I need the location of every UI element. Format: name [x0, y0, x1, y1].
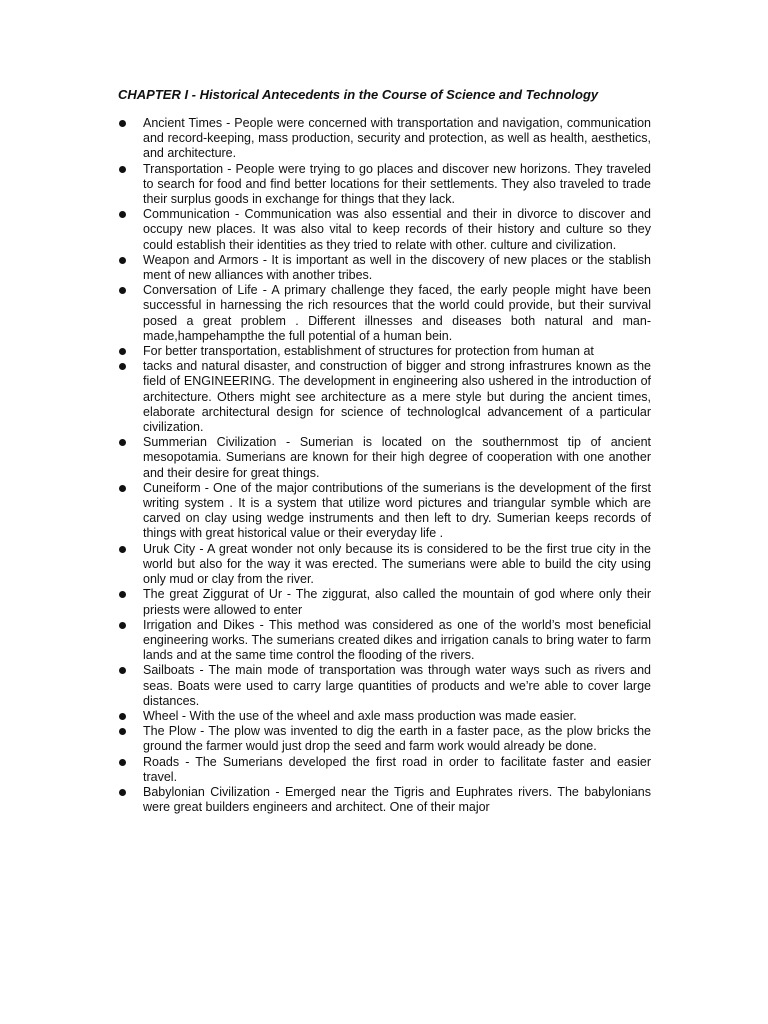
- list-item-text: Uruk City - A great wonder not only because its is considered to be the first true city in the world but also for the way it was erected. The sumerians were able to build the city using only mud or clay from the river.: [143, 541, 651, 587]
- list-item-text: Wheel - With the use of the wheel and axle mass production was made easier.: [143, 708, 577, 723]
- bullet-icon: [119, 287, 126, 294]
- list-item-text: Sailboats - The main mode of transportation was through water ways such as rivers and seas. Boats were used to carry large quantities of products and we’re able to cover large distances.: [143, 663, 651, 708]
- bullet-icon: [119, 759, 126, 766]
- list-item: [118, 359, 651, 435]
- list-item: [118, 755, 651, 785]
- bullet-icon: [119, 363, 126, 370]
- list-item-text: Communication - Communication was also essential and their in divorce to discover and occupy new places. It was also vital to keep records of their history and culture so they could establish their identities as they tried to relate with other. culture and civilization.: [143, 207, 651, 252]
- list-item: [118, 253, 651, 283]
- bullet-icon: [119, 622, 126, 629]
- bullet-icon: [119, 166, 126, 173]
- bullet-icon: [119, 211, 126, 218]
- bullet-icon: [119, 667, 126, 674]
- list-item-text: For better transportation, establishment of structures for protection from human at: [143, 344, 594, 359]
- list-item-text: Transportation - People were trying to go places and discover new horizons. They traveled to search for food and find better locations for their settlements. They also traveled to trade their surplus goods in exchange for things that they lack.: [143, 161, 651, 207]
- list-item-text: tacks and natural disaster, and construction of bigger and strong infrastrures known as the field of ENGINEERING. The development in engineering also ushered in the introduction of architecture. Others might see architecture as a mere style but during the ancient times, elaborate architectural design for science of technologIcal advancement of a particular civilization.: [143, 359, 651, 435]
- bullet-icon: [119, 591, 126, 598]
- bullet-icon: [119, 120, 126, 127]
- bullet-list: [118, 116, 651, 815]
- list-item: [118, 709, 651, 724]
- list-item: [118, 618, 651, 664]
- list-item-text: Weapon and Armors - It is important as well in the discovery of new places or the stablish ment of new alliances with another tribes.: [143, 252, 651, 283]
- list-item: [118, 207, 651, 253]
- list-item: [118, 587, 651, 617]
- bullet-icon: [119, 257, 126, 264]
- bullet-icon: [119, 348, 126, 355]
- list-item: [118, 542, 651, 588]
- list-item-text: Conversation of Life - A primary challenge they faced, the early people might have been successful in harnessing the rich resources that the world could provide, but their survival posed a great problem . Different illnesses and diseases both natural and man-made,hampehampthe the full potential of a human bein.: [143, 283, 651, 343]
- bullet-icon: [119, 439, 126, 446]
- list-item-text: Summerian Civilization - Sumerian is located on the southernmost tip of ancient mesopotamia. Sumerians are known for their high degree of cooperation with one another and their desire for great things.: [143, 435, 651, 480]
- list-item: [118, 344, 651, 359]
- list-item: [118, 283, 651, 344]
- list-item: [118, 162, 651, 208]
- list-item-text: Ancient Times - People were concerned with transportation and navigation, communication and record-keeping, mass production, security and protection, as well as health, aesthetics, and architecture.: [143, 116, 651, 161]
- list-item: [118, 724, 651, 754]
- list-item: [118, 435, 651, 481]
- list-item-text: Irrigation and Dikes - This method was considered as one of the world’s most beneficial engineering works. The sumerians created dikes and irrigation canals to bring water to farm lands and at the same time control the flooding of the rivers.: [143, 617, 651, 663]
- bullet-icon: [119, 713, 126, 720]
- chapter-title: CHAPTER I - Historical Antecedents in the Course of Science and Technology: [118, 87, 599, 102]
- list-item: [118, 116, 651, 162]
- bullet-icon: [119, 485, 126, 492]
- bullet-icon: [119, 728, 126, 735]
- list-item-text: Roads - The Sumerians developed the first road in order to facilitate faster and easier travel.: [143, 754, 651, 784]
- list-item: [118, 663, 651, 709]
- list-item-text: Babylonian Civilization - Emerged near the Tigris and Euphrates rivers. The babylonians were great builders engineers and architect. One of their major: [143, 784, 651, 815]
- list-item: [118, 785, 651, 815]
- list-item-text: The Plow - The plow was invented to dig the earth in a faster pace, as the plow bricks the ground the farmer would just drop the seed and farm work would already be done.: [143, 724, 651, 754]
- bullet-icon: [119, 789, 126, 796]
- list-item: [118, 481, 651, 542]
- list-item-text: Cuneiform - One of the major contributions of the sumerians is the development of the first writing system . It is a system that utilize word pictures and triangular symble which are carved on clay using wedge instruments and then left to dry. Sumerian keeps records of things with great historical value or their everyday life .: [143, 480, 651, 541]
- bullet-icon: [119, 546, 126, 553]
- list-item-text: The great Ziggurat of Ur - The ziggurat, also called the mountain of god where only their priests were allowed to enter: [143, 587, 651, 617]
